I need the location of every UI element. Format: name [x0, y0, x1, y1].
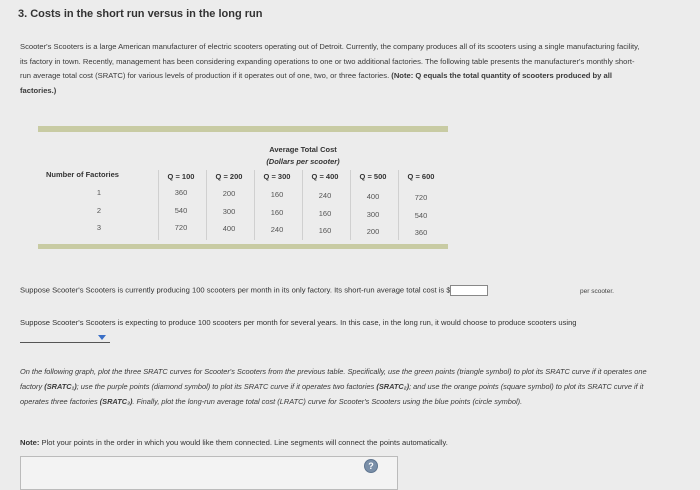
table-cell: 720 [174, 223, 188, 232]
row-factory-count: 2 [96, 206, 102, 215]
table-cell: 160 [318, 209, 332, 218]
table-cell: 160 [318, 226, 332, 235]
row-factory-count: 1 [96, 188, 102, 197]
table-cell: 540 [414, 211, 428, 220]
table-cell: 240 [318, 191, 332, 200]
factory-count-dropdown[interactable] [20, 332, 110, 343]
column-header: Q = 100 [167, 172, 195, 181]
table-cell: 720 [414, 193, 428, 202]
intro-note: (Note: Q equals the total quantity of scooters produced by all factories.) [20, 71, 612, 95]
column-header: Q = 400 [311, 172, 339, 181]
question-long-run-choice [20, 316, 660, 344]
table-cell: 540 [174, 206, 188, 215]
note-label: Note: [20, 438, 40, 447]
group-header-title: Average Total Cost [269, 145, 337, 154]
table-cell: 200 [366, 227, 380, 236]
graph-area[interactable] [20, 456, 398, 490]
instr-part-4: . Finally, plot the long-run average total cost (LRATC) curve for Scooter's Scooters using the blue points (circle symbol). [132, 397, 523, 406]
instr-part-1: On the following graph, plot the three SRATC curves for Scooter's Scooters from the previous table. Specifically, use the green points (triangle symbol) to plot its SRATC curve if it operates one factory [20, 367, 647, 391]
column-header: Q = 600 [407, 172, 435, 181]
cost-table [38, 122, 448, 250]
table-cell: 360 [414, 228, 428, 237]
table-top-bar [38, 126, 448, 132]
column-header: Q = 200 [215, 172, 243, 181]
table-cell: 160 [270, 190, 284, 199]
currency-symbol: $ [446, 287, 451, 295]
column-header: Q = 500 [359, 172, 387, 181]
dropdown-caret-icon [98, 335, 106, 340]
question-srac-current [20, 285, 488, 296]
table-cell: 300 [222, 207, 236, 216]
q2-text: Suppose Scooter's Scooters is expecting to produce 100 scooters per month for several years. In this case, in the long run, it would choose to produce scooters using [20, 318, 577, 327]
table-bottom-bar [38, 244, 448, 249]
table-cell: 240 [270, 225, 284, 234]
table-cell: 400 [222, 224, 236, 233]
group-header-sub: (Dollars per scooter) [266, 157, 340, 166]
plot-note [20, 438, 448, 447]
table-cell: 400 [366, 192, 380, 201]
table-cell: 200 [222, 189, 236, 198]
column-header: Q = 300 [263, 172, 291, 181]
question-title: 3. Costs in the short run versus in the long run [18, 8, 263, 20]
srac-answer-input[interactable] [450, 285, 488, 296]
sratc3-symbol: (SRATC₃) [99, 397, 133, 406]
intro-text: Scooter's Scooters is a large American manufacturer of electric scooters operating out of Detroit. Currently, the company produces all of its scooters using a single manufacturing facility, its factory in town. Recently, management has been considering expanding operations to one or two additional factories. The following table presents the manufacturer's monthly short-run average total cost (SRATC) for various levels of production if it operates out of one, two, or three factories. [20, 42, 640, 80]
instr-part-2: ; use the purple points (diamond symbol) to plot its SRATC curve if it operates two factories [76, 382, 377, 391]
help-icon[interactable]: ? [364, 459, 378, 473]
table-cell: 300 [366, 210, 380, 219]
sratc2-symbol: (SRATC₂) [376, 382, 410, 391]
q1-suffix: per scooter. [580, 288, 614, 295]
graph-instructions [20, 364, 650, 409]
q1-text: Suppose Scooter's Scooters is currently producing 100 scooters per month in its only factory. Its short-run average total cost is [20, 285, 445, 295]
sratc1-symbol: (SRATC₁) [44, 382, 77, 391]
row-header: Number of Factories [46, 170, 119, 179]
row-factory-count: 3 [96, 223, 102, 232]
table-group-header [238, 144, 368, 168]
instr-part-3: ; and use the orange points (square symbol) to plot its SRATC curve if it operates three factories [20, 382, 644, 406]
intro-paragraph [20, 40, 640, 98]
table-cell: 360 [174, 188, 188, 197]
note-text: Plot your points in the order in which you would like them connected. Line segments will connect the points automatically. [39, 438, 448, 447]
table-cell: 160 [270, 208, 284, 217]
